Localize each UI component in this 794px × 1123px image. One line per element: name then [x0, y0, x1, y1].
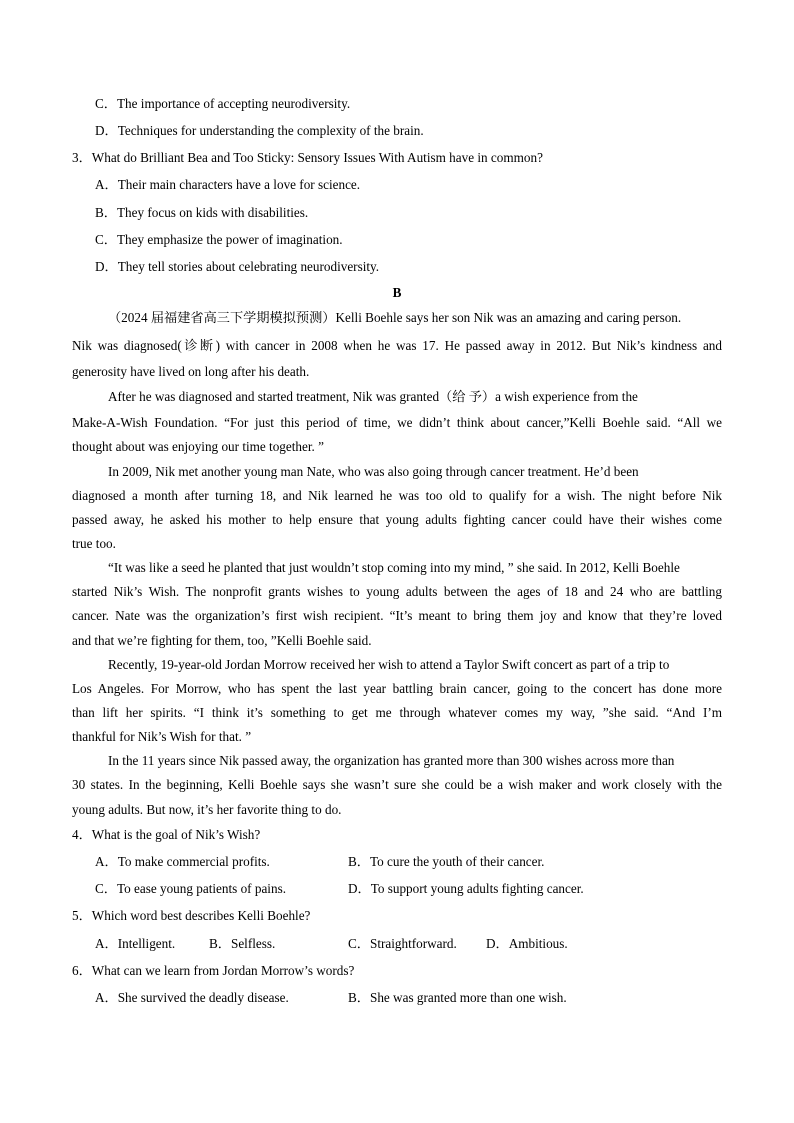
q3-option-a: A．Their main characters have a love for science.: [95, 177, 361, 192]
passage-line: （2024 届福建省高三下学期模拟预测）Kelli Boehle says her son Nik was an amazing and caring person.: [108, 310, 682, 325]
passage-line: and that we’re fighting for them, too, ”Kelli Boehle said.: [72, 633, 372, 648]
passage-line: generosity have lived on long after his death.: [72, 364, 310, 379]
passage-line: Make-A-Wish Foundation. “For just this period of time, we didn’t think about cancer,”Kelli Boehle said. “All we: [72, 415, 722, 430]
passage-line: Recently, 19-year-old Jordan Morrow received her wish to attend a Taylor Swift concert as part of a trip to: [108, 657, 670, 672]
passage-line: passed away, he asked his mother to help ensure that young adults fighting cancer could have their wishes come: [72, 512, 722, 527]
q4-question: 4．What is the goal of Nik’s Wish?: [72, 827, 261, 842]
passage-line: “It was like a seed he planted that just wouldn’t stop coming into my mind, ” she said. In 2012, Kelli Boehle: [108, 560, 680, 575]
q5-question: 5．Which word best describes Kelli Boehle?: [72, 908, 311, 923]
q3-option-d: D．They tell stories about celebrating neurodiversity.: [95, 259, 380, 274]
q6-question: 6．What can we learn from Jordan Morrow’s words?: [72, 963, 355, 978]
section-label: B: [392, 285, 402, 300]
passage-line: thought about was enjoying our time together. ”: [72, 439, 324, 454]
passage-line: thankful for Nik’s Wish for that. ”: [72, 729, 252, 744]
passage-line: In 2009, Nik met another young man Nate, who was also going through cancer treatment. He’d been: [108, 464, 639, 479]
q4-option-c: C．To ease young patients of pains.: [95, 881, 286, 896]
q4-option-b: B．To cure the youth of their cancer.: [348, 854, 545, 869]
passage-line: Nik was diagnosed(诊断) with cancer in 2008 when he was 17. He passed away in 2012. But Nik’s kindness and: [72, 338, 722, 353]
passage-line: diagnosed a month after turning 18, and Nik learned he was too old to qualify for a wish. The night before Nik: [72, 488, 722, 503]
q6-option-a: A．She survived the deadly disease.: [95, 990, 289, 1005]
q5-option-a: A．Intelligent.: [95, 936, 176, 951]
q4-option-d: D．To support young adults fighting cancer.: [348, 881, 584, 896]
q3-option-b: B．They focus on kids with disabilities.: [95, 205, 309, 220]
passage-line: than lift her spirits. “I think it’s something to get me through whatever comes my way, ”she said. “And I’m: [72, 705, 722, 720]
q3-question: 3．What do Brilliant Bea and Too Sticky: Sensory Issues With Autism have in common?: [72, 150, 543, 165]
q2-option-c: C．The importance of accepting neurodiversity.: [95, 96, 351, 111]
q5-option-d: D．Ambitious.: [486, 936, 568, 951]
q4-option-a: A．To make commercial profits.: [95, 854, 270, 869]
passage-line: cancer. Nate was the organization’s first wish recipient. “It’s meant to bring them joy and know that they’re loved: [72, 608, 722, 623]
passage-line: In the 11 years since Nik passed away, the organization has granted more than 300 wishes across more than: [108, 753, 675, 768]
passage-line: Los Angeles. For Morrow, who has spent the last year battling brain cancer, going to the concert has done more: [72, 681, 722, 696]
q2-option-d: D．Techniques for understanding the complexity of the brain.: [95, 123, 424, 138]
q3-option-c: C．They emphasize the power of imagination.: [95, 232, 343, 247]
passage-line: true too.: [72, 536, 116, 551]
q5-option-b: B．Selfless.: [209, 936, 276, 951]
passage-line: After he was diagnosed and started treatment, Nik was granted（给 予）a wish experience from the: [108, 389, 638, 404]
passage-line: young adults. But now, it’s her favorite thing to do.: [72, 802, 342, 817]
passage-line: started Nik’s Wish. The nonprofit grants wishes to young adults between the ages of 18 and 24 who are battling: [72, 584, 722, 599]
q5-option-c: C．Straightforward.: [348, 936, 457, 951]
q6-option-b: B．She was granted more than one wish.: [348, 990, 567, 1005]
passage-line: 30 states. In the beginning, Kelli Boehle says she wasn’t sure she could be a wish maker and work closely with the: [72, 777, 722, 792]
